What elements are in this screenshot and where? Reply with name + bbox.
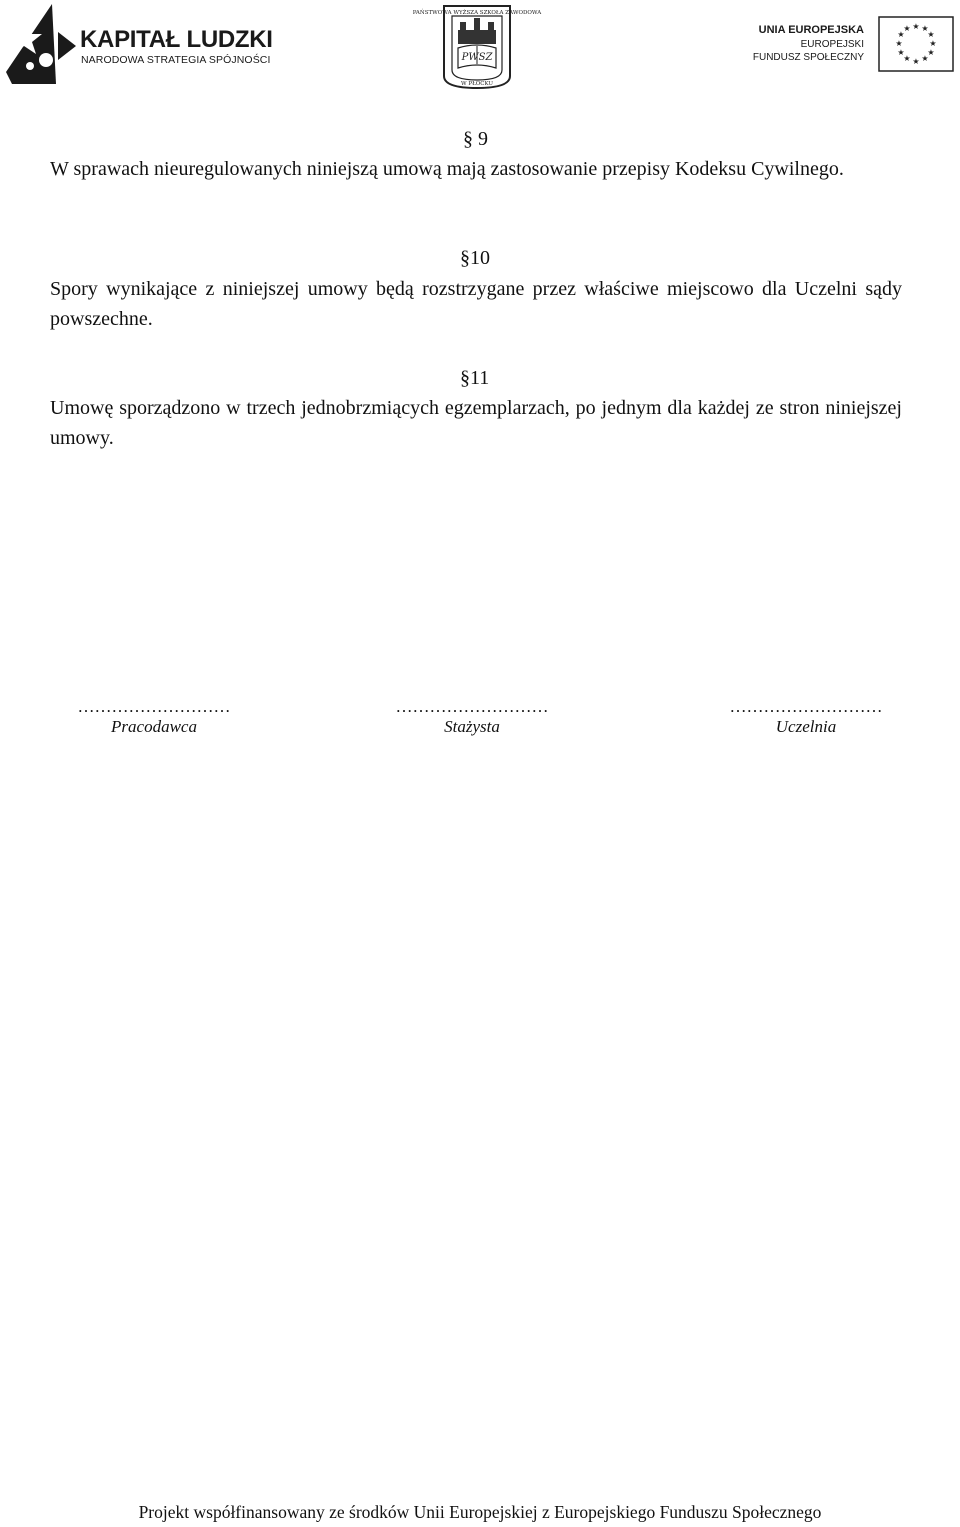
signature-line: ……………………… [729,697,883,716]
section-9-number: § 9 [463,128,488,150]
pwsz-ring-bottom-text: W PŁOCKU [460,81,494,87]
section-9-text: W sprawach nieuregulowanych niniejszą umową mają zastosowanie przepisy Kodeksu Cywilnego. [50,158,844,180]
svg-text:★: ★ [903,54,911,63]
signature-line: ……………………… [395,697,549,716]
eu-logo-line3: FUNDUSZ SPOŁECZNY [752,52,864,63]
page-footer: Projekt współfinansowany ze środków Unii Europejskiej z Europejskiego Funduszu Społecznego [138,1502,822,1522]
section-11-number: §11 [460,367,490,389]
section-11-text: Umowę sporządzono w trzech jednobrzmiących egzemplarzach, po jednym dla każdej ze stron niniejszej umowy. [50,397,902,449]
svg-text:★: ★ [921,24,929,33]
svg-text:★: ★ [912,22,920,31]
signature-line: ……………………… [77,697,231,716]
signature-label: Uczelnia [775,717,837,736]
svg-text:★: ★ [912,57,920,66]
svg-text:★: ★ [927,48,935,57]
svg-text:★: ★ [897,30,905,39]
svg-text:★: ★ [921,54,929,63]
section-10-number: §10 [460,247,490,269]
section-10-text: Spory wynikające z niniejszej umowy będą rozstrzygane przez właściwe miejscowo dla Uczelni sądy powszechne. [50,278,902,330]
kapital-ludzki-emblem-icon [2,2,76,86]
svg-text:★: ★ [895,39,903,48]
eu-logo [752,14,956,74]
kapital-ludzki-title: KAPITAŁ LUDZKI [80,26,273,53]
eu-flag-icon [878,16,954,72]
signature-label: Pracodawca [111,717,197,736]
pwsz-logo [412,2,542,90]
svg-text:★: ★ [929,39,937,48]
kapital-ludzki-logo [2,2,302,86]
pwsz-center-text: PWSZ [461,52,493,63]
svg-text:★: ★ [927,30,935,39]
signature-intern [362,697,582,737]
eu-logo-line2: EUROPEJSKI [800,39,864,50]
signature-label: Stażysta [444,717,500,736]
pwsz-ring-top-text: PAŃSTWOWA WYŻSZA SZKOŁA ZAWODOWA [412,10,542,16]
page-header [0,0,960,100]
signature-university [696,697,916,737]
eu-logo-line1: UNIA EUROPEJSKA [758,24,864,36]
svg-text:★: ★ [903,24,911,33]
kapital-ludzki-subtitle: NARODOWA STRATEGIA SPÓJNOŚCI [81,54,271,66]
svg-text:★: ★ [897,48,905,57]
signature-employer [44,697,264,737]
